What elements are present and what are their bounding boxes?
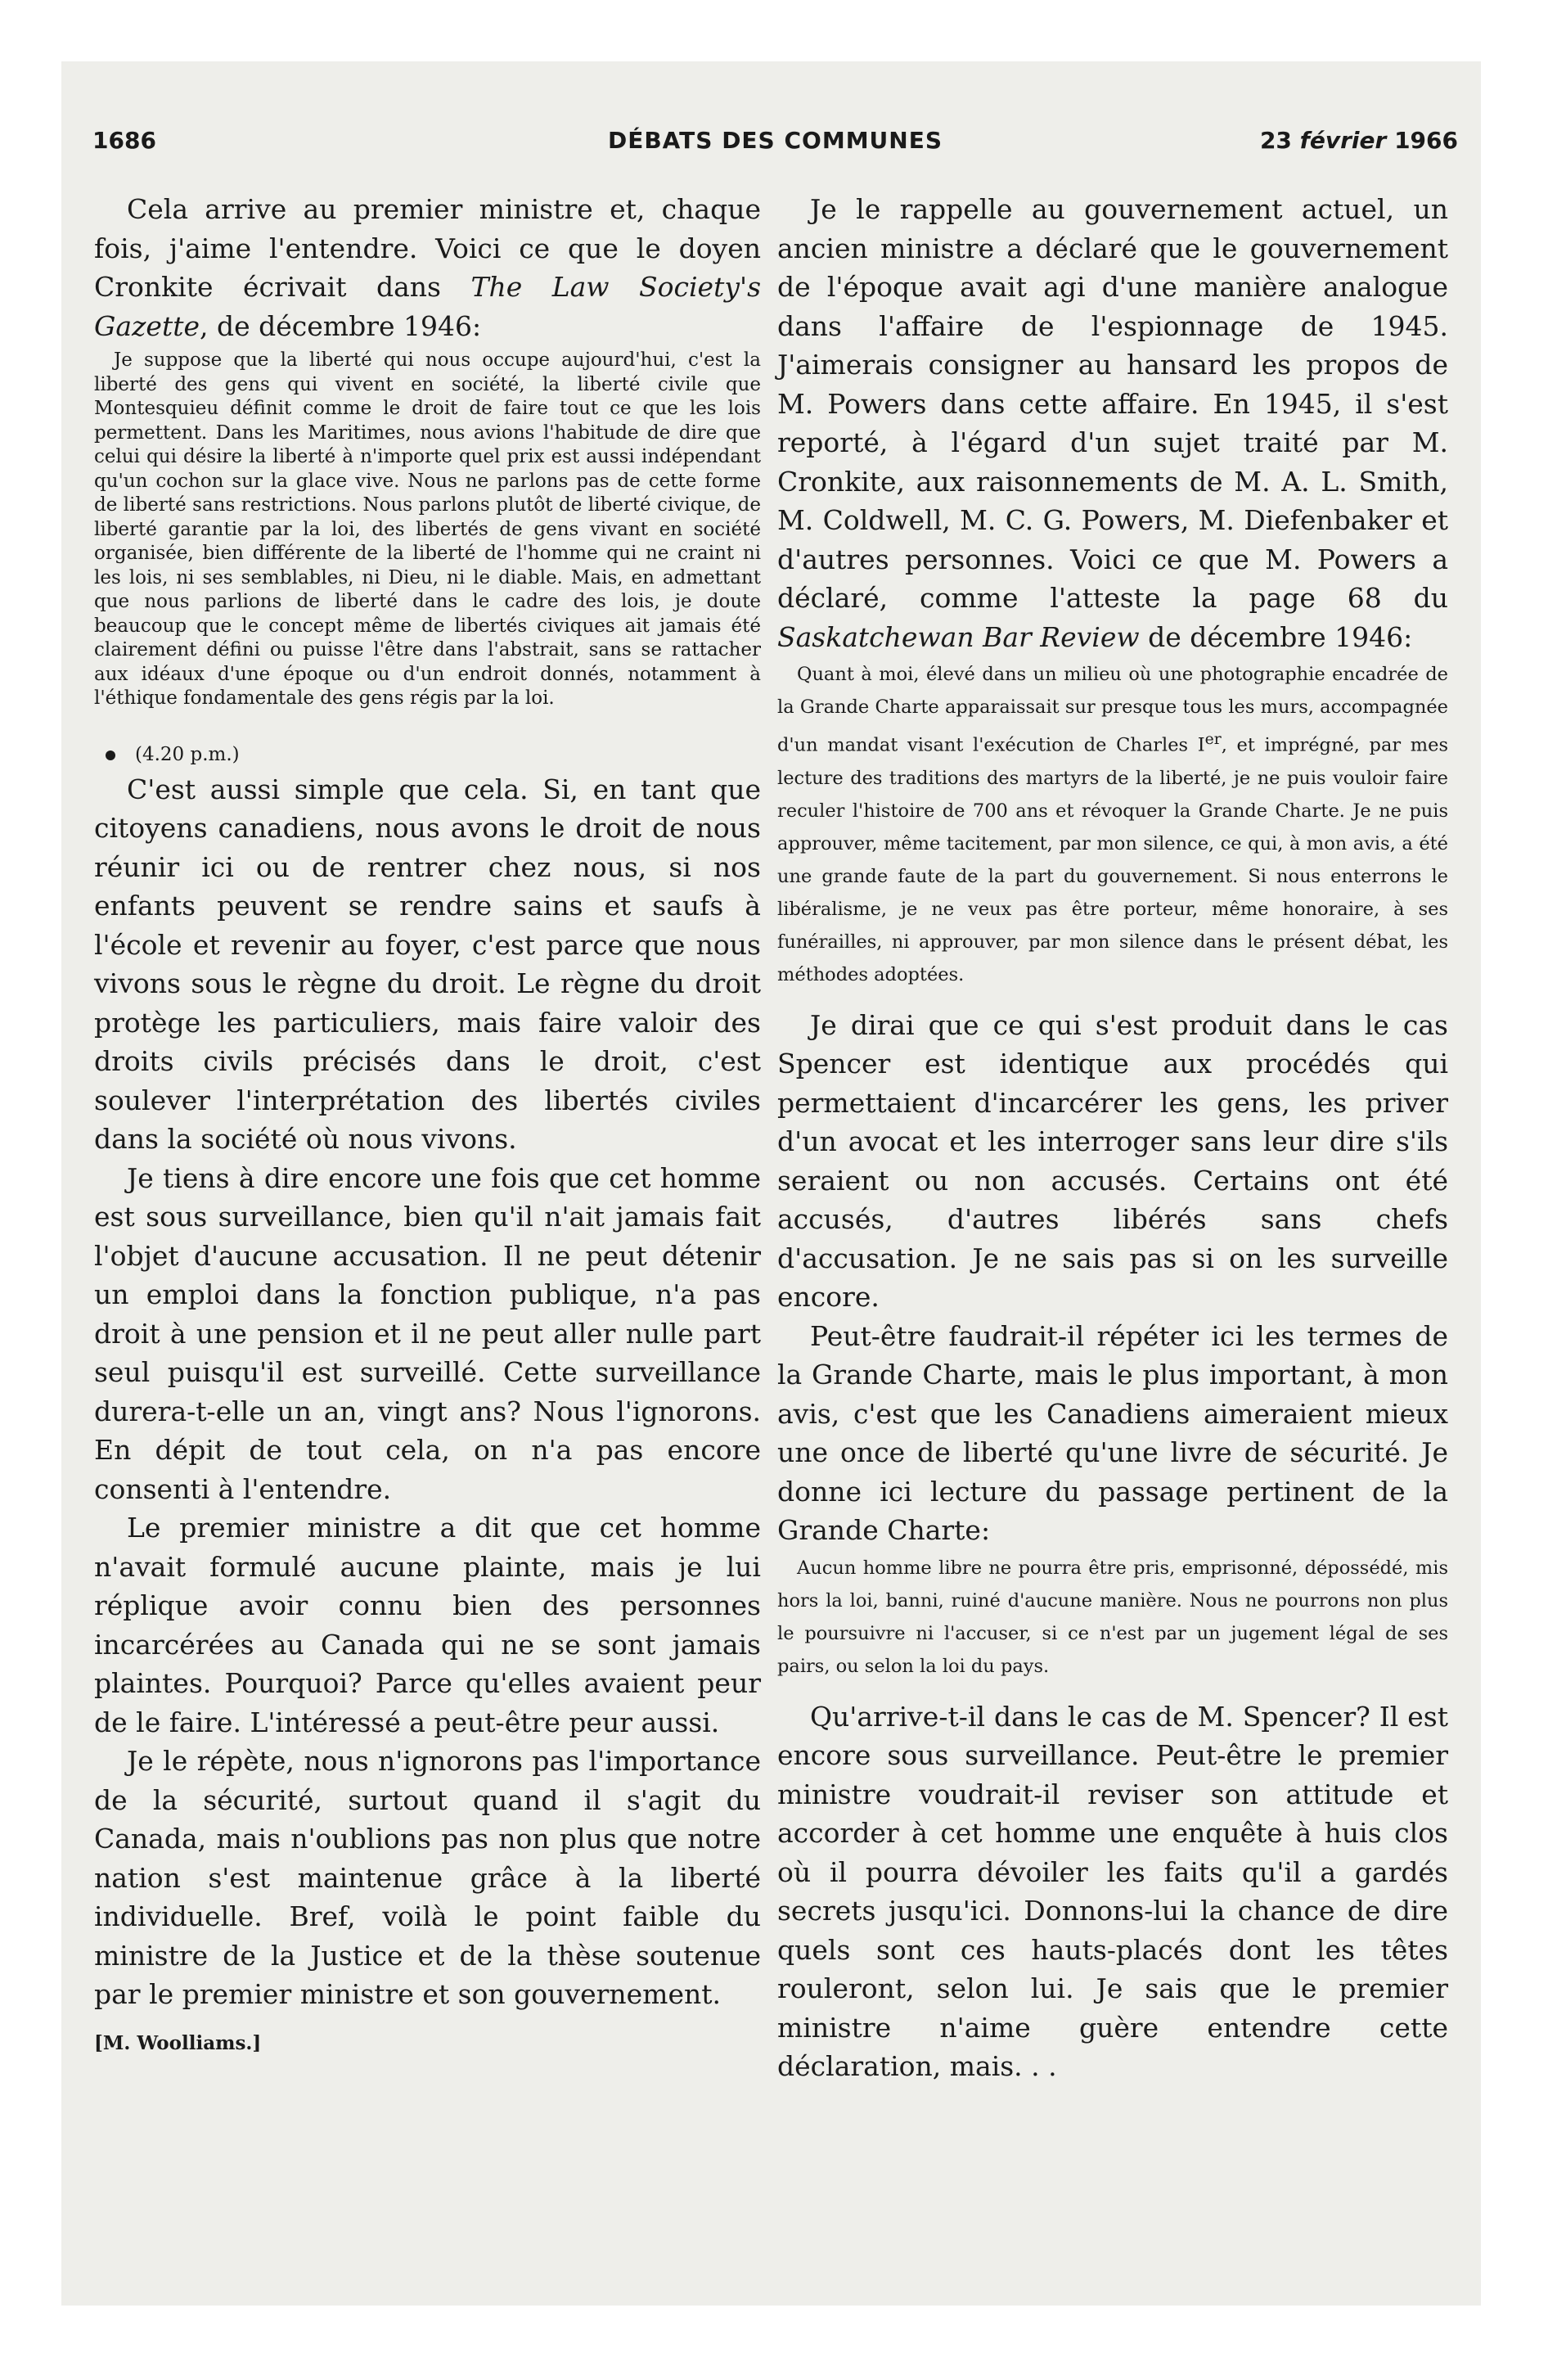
paragraph: Peut-être faudrait-il répéter ici les termes de la Grande Charte, mais le plus important, à mon avis, c'est que les Canadiens aimeraient mieux une once de liberté qu'une livre de sécurité. Je donne ici lecture du passage pertinent de la Grande Charte: [777,1319,1448,1546]
page-header [92,127,1458,168]
paragraph: Je tiens à dire encore une fois que cet homme est sous surveillance, bien qu'il n'ait jamais fait l'objet d'aucune accusation. Il ne peut détenir un emploi dans la fonction publique, n'a pas droit à une pension et il ne peut aller nulle part seul puisqu'il est surveillé. Cette surveillance durera-t-elle un an, vingt ans? Nous l'ignorons. En dépit de tout cela, on n'a pas encore consenti à l'entendre. [94,1161,761,1505]
page-date: 23 février 1966 [1259,127,1458,154]
paragraph: Je le répète, nous n'ignorons pas l'importance de la sécurité, surtout quand il s'agit du Canada, mais n'oublions pas non plus que notre nation s'est maintenue grâce à la liberté individuelle. Bref, voilà le point faible du ministre de la Justice et de la thèse soutenue par le premier ministre et son gouvernement. [94,1745,761,2010]
paragraph: Je dirai que ce qui s'est produit dans le cas Spencer est identique aux procédés qui permettaient d'incarcérer les gens, les priver d'un avocat et les interroger sans leur dire s'ils seraient ou non accusés. Certains ont été accusés, d'autres libérés sans chefs d'accusation. Je ne sais pas si on les surveille encore. [777,1008,1448,1313]
block-quote: Je suppose que la liberté qui nous occupe aujourd'hui, c'est la liberté des gens qui vivent en société, la liberté civile que Montesquieu définit comme le droit de faire tout ce que les lois permettent. Dans les Maritimes, nous avions l'habitude de dire que celui qui désire la liberté à n'importe quel prix est aussi indépendant qu'un cochon sur la glace vive. Nous ne parlons pas de cette forme de liberté sans restrictions. Nous parlons plutôt de liberté civique, de liberté garantie par la loi, des libertés de gens vivant en société organisée, bien différente de la liberté de l'homme qui ne craint ni les lois, ni ses semblables, ni Dieu, ni le diable. Mais, en admettant que nous parlions de liberté dans le cadre des lois, je doute beaucoup que le concept même de libertés civiques ait jamais été clairement défini ou puisse l'être dans l'abstrait, sans se rattacher aux idéaux d'une époque ou d'un endroit donnés, notamment à l'éthique fondamentale des gens régis par la loi. [94,349,761,709]
block-quote: Quant à moi, élevé dans un milieu où une photographie encadrée de la Grande Charte apparaissait sur presque tous les murs, accompagnée d'un mandat visant l'exécution de Charles Ier, et imprégné, par mes lecture des traditions des martyrs de la liberté, je ne puis vouloir faire reculer l'histoire de 700 ans et révoquer la Grande Charte. Je ne puis approuver, même tacitement, par mon silence, ce qui, à mon avis, a été une grande faute de la part du gouvernement. Si nous enterrons le libéralisme, je ne veux pas être porteur, même honoraire, à ses funérailles, ni approuver, par mon silence dans le présent débat, les méthodes adoptées. [777,664,1448,985]
time-marker: (4.20 p.m.) [94,744,761,765]
page-number: 1686 [92,127,156,154]
paragraph: Qu'arrive-t-il dans le cas de M. Spencer? Il est encore sous surveillance. Peut-être le premier ministre voudrait-il reviser son attitude et accorder à cet homme une enquête à huis clos où il pourra dévoiler les faits qu'il a gardés secrets jusqu'ici. Donnons-lui la chance de dire quels sont ces hauts-placés dont les têtes rouleront, selon lui. Je sais que le premier ministre n'aime guère entendre cette déclaration, mais. . . [777,1700,1448,2082]
speaker-tag: [M. Woolliams.] [94,2031,262,2054]
paragraph: Je le rappelle au gouvernement actuel, un ancien ministre a déclaré que le gouvernement de l'époque avait agi d'une manière analogue dans l'affaire de l'espionnage de 1945. J'aimerais consigner au hansard les propos de M. Powers dans cette affaire. En 1945, il s'est reporté, à l'égard d'un sujet traité par M. Cronkite, aux raisonnements de M. A. L. Smith, M. Coldwell, M. C. G. Powers, M. Diefenbaker et d'autres personnes. Voici ce que M. Powers a déclaré, comme l'atteste la page 68 du Saskatchewan Bar Review de décembre 1946: [777,193,1448,653]
page [61,61,1481,2306]
paragraph: Cela arrive au premier ministre et, chaque fois, j'aime l'entendre. Voici ce que le doyen Cronkite écrivait dans The Law Society's Gazette, de décembre 1946: [94,193,762,342]
block-quote: Aucun homme libre ne pourra être pris, emprisonné, dépossédé, mis hors la loi, banni, ruiné d'aucune manière. Nous ne pourrons non plus le poursuivre ni l'accuser, si ce n'est par un jugement légal de ses pairs, ou selon la loi du pays. [777,1557,1448,1677]
bullet-icon [106,751,115,760]
publication-title: DÉBATS DES COMMUNES [607,127,943,154]
right-column [777,190,1448,2086]
left-column [94,190,761,2054]
paragraph: Le premier ministre a dit que cet homme n'avait formulé aucune plainte, mais je lui réplique avoir connu bien des personnes incarcérées au Canada qui ne se sont jamais plaintes. Pourquoi? Parce qu'elles avaient peur de le faire. L'intéressé a peut-être peur aussi. [94,1512,761,1738]
paragraph: C'est aussi simple que cela. Si, en tant que citoyens canadiens, nous avons le droit de nous réunir ici ou de rentrer chez nous, si nos enfants peuvent se rendre sains et saufs à l'école et revenir au foyer, c'est parce que nous vivons sous le règne du droit. Le règne du droit protège les particuliers, mais faire valoir des droits civils précisés dans le droit, c'est soulever l'interprétation des libertés civiles dans la société où nous vivons. [94,773,761,1155]
